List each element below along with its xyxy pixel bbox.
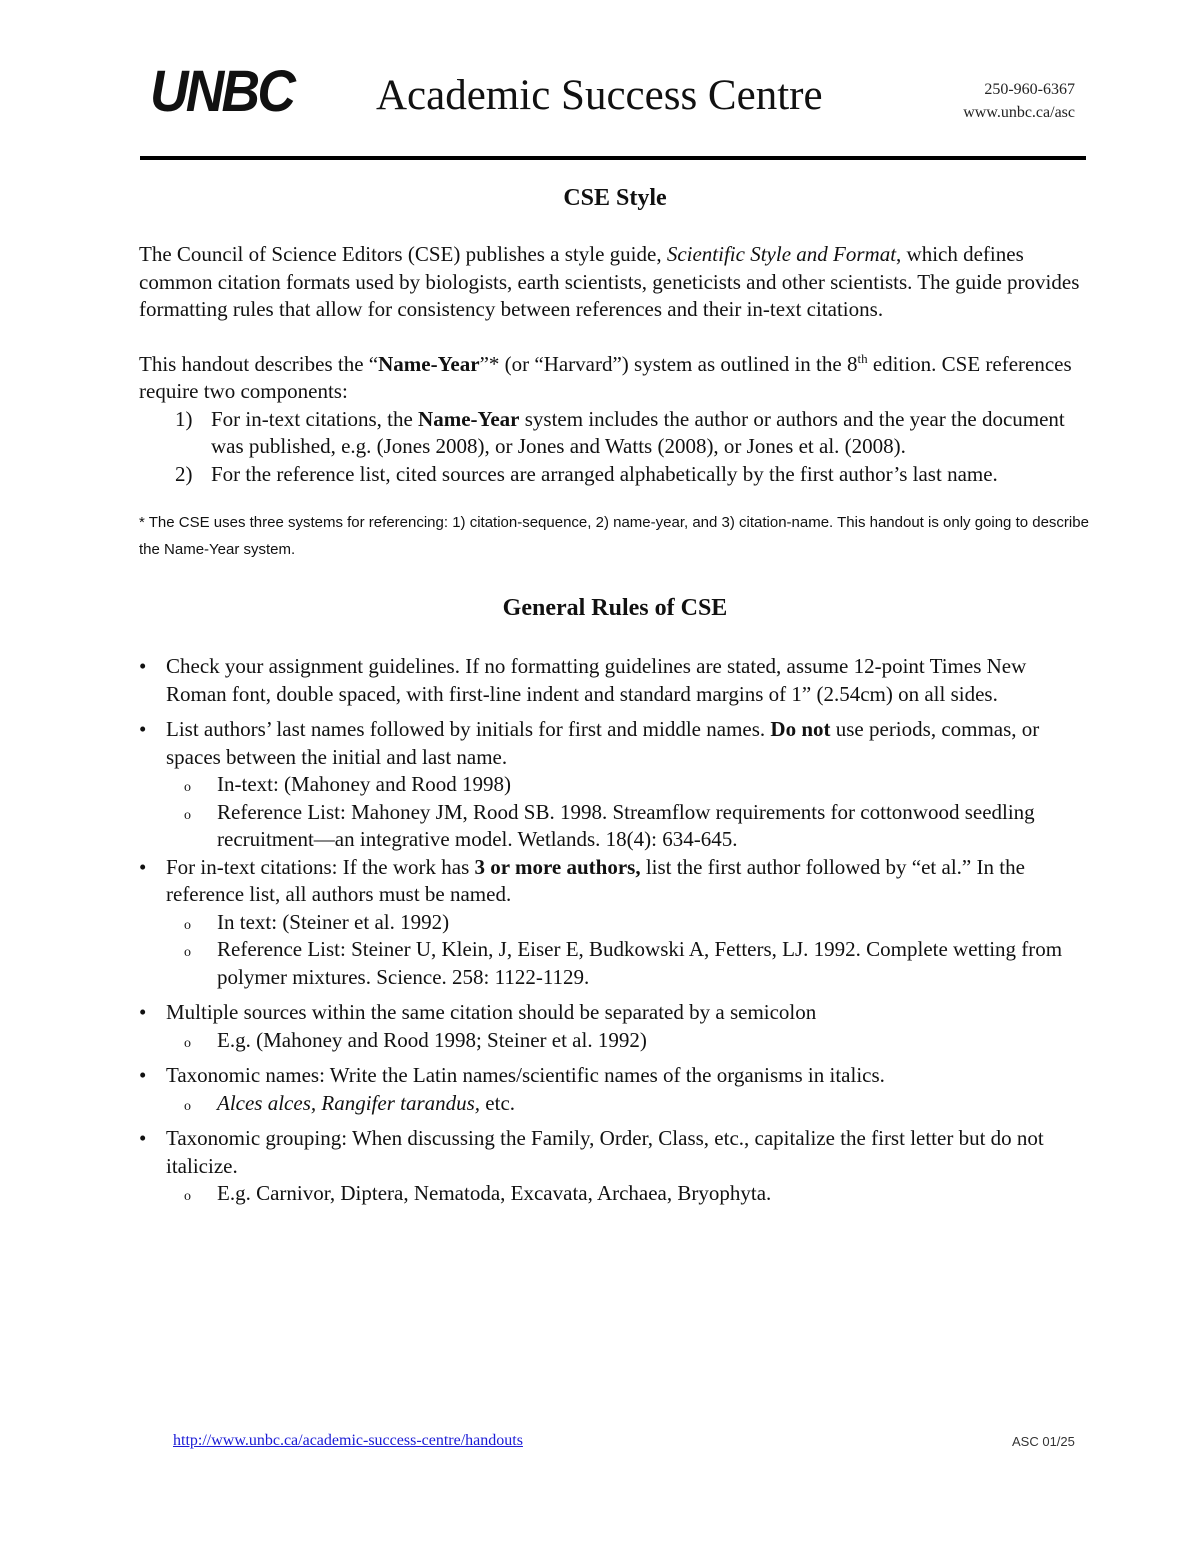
section-heading-cse-style: CSE Style — [563, 185, 667, 211]
sub-list — [166, 1090, 1091, 1118]
sub-list-item: o Reference List: Mahoney JM, Rood SB. 1998. Streamflow requirements for cottonwood seedling recruitment—an integrative model. Wetlands. 18(4): 634-645. — [184, 799, 1035, 851]
list-item: • Check your assignment guidelines. If no formatting guidelines are stated, assume 12-point Times New Roman font, double spaced, with first-line indent and standard margins of 1” (2.54cm) on all sides. — [139, 654, 1027, 706]
unbc-logo — [150, 52, 300, 132]
components-list — [139, 406, 1091, 489]
sub-list-item: o In text: (Steiner et al. 1992) — [184, 909, 450, 934]
sub-list — [166, 771, 1091, 854]
sub-list — [166, 1180, 1091, 1208]
handouts-link[interactable]: http://www.unbc.ca/academic-success-centre/handouts — [173, 1432, 523, 1449]
contact-info — [920, 78, 1075, 124]
intro-paragraph: The Council of Science Editors (CSE) publishes a style guide, Scientific Style and Format, which defines common citation formats used by biologists, earth scientists, geneticists and other scientists. The guide provides formatting rules that allow for consistency between references and their in-text citations. — [139, 242, 1080, 321]
main-content — [139, 178, 1091, 1216]
list-item: • Taxonomic names: Write the Latin names/scientific names of the organisms in italics. o Alces alces, Rangifer tarandus, etc. — [139, 1062, 1091, 1117]
sub-list-item: o Alces alces, Rangifer tarandus, etc. — [184, 1090, 516, 1115]
section-heading-general-rules: General Rules of CSE — [502, 595, 728, 621]
footnote: * The CSE uses three systems for referencing: 1) citation-sequence, 2) name-year, and 3) citation-name. This handout is only going to describe the Name-Year system. — [139, 514, 1089, 558]
phone-number: 250-960-6367 — [984, 81, 1075, 98]
sub-list-item: o Reference List: Steiner U, Klein, J, Eiser E, Budkowski A, Fetters, LJ. 1992. Complete wetting from polymer mixtures. Science. 258: 1122-1129. — [184, 937, 1063, 989]
guide-title: Scientific Style and Format — [666, 242, 897, 266]
sub-list-item: o E.g. Carnivor, Diptera, Nematoda, Excavata, Archaea, Bryophyta. — [184, 1181, 772, 1205]
header-rule — [140, 156, 1086, 160]
header-title: Academic Success Centre — [376, 72, 823, 119]
website-address: www.unbc.ca/asc — [963, 104, 1075, 121]
sub-list — [166, 1027, 1091, 1055]
document-code: ASC 01/25 — [1012, 1434, 1075, 1449]
list-item: 2) For the reference list, cited sources are arranged alphabetically by the first author’s last name. — [175, 461, 998, 486]
rules-list — [139, 653, 1091, 1208]
list-item: • List authors’ last names followed by initials for first and middle names. Do not use periods, commas, or spaces between the initial and last name. o In-text: (Mahoney and Rood 1998) o Reference List: Mahoney JM, Rood SB. 1998. Streamflow requirements for cottonwood seedling recruitment—an integrative model. Wetlands. 18(4): 634-645. — [139, 716, 1091, 854]
list-item: • Taxonomic grouping: When discussing the Family, Order, Class, etc., capitalize the first letter but do not italicize. o E.g. Carnivor, Diptera, Nematoda, Excavata, Archaea, Bryophyta. — [139, 1125, 1091, 1208]
sub-list-item: o In-text: (Mahoney and Rood 1998) — [184, 772, 511, 796]
list-item: 1) For in-text citations, the Name-Year system includes the author or authors and the year the document was published, e.g. (Jones 2008), or Jones and Watts (2008), or Jones et al. (2008). — [175, 406, 1065, 458]
system-paragraph: This handout describes the “Name-Year”* (or “Harvard”) system as outlined in the 8th edition. CSE references require two components: — [139, 350, 1072, 403]
sub-list-item: o E.g. (Mahoney and Rood 1998; Steiner et al. 1992) — [184, 1027, 647, 1052]
sub-list — [166, 909, 1091, 992]
logo-text: UNBC — [150, 59, 294, 124]
list-item: • For in-text citations: If the work has 3 or more authors, list the first author followed by “et al.” In the reference list, all authors must be named. o In text: (Steiner et al. 1992) o Reference List: Steiner U, Klein, J, Eiser E, Budkowski A, Fetters, LJ. 1992. Complete wetting from polymer mixtures. Science. 258: 1122-1129. — [139, 854, 1091, 992]
list-item: • Multiple sources within the same citation should be separated by a semicolon o E.g. (Mahoney and Rood 1998; Steiner et al. 1992) — [139, 999, 1091, 1054]
